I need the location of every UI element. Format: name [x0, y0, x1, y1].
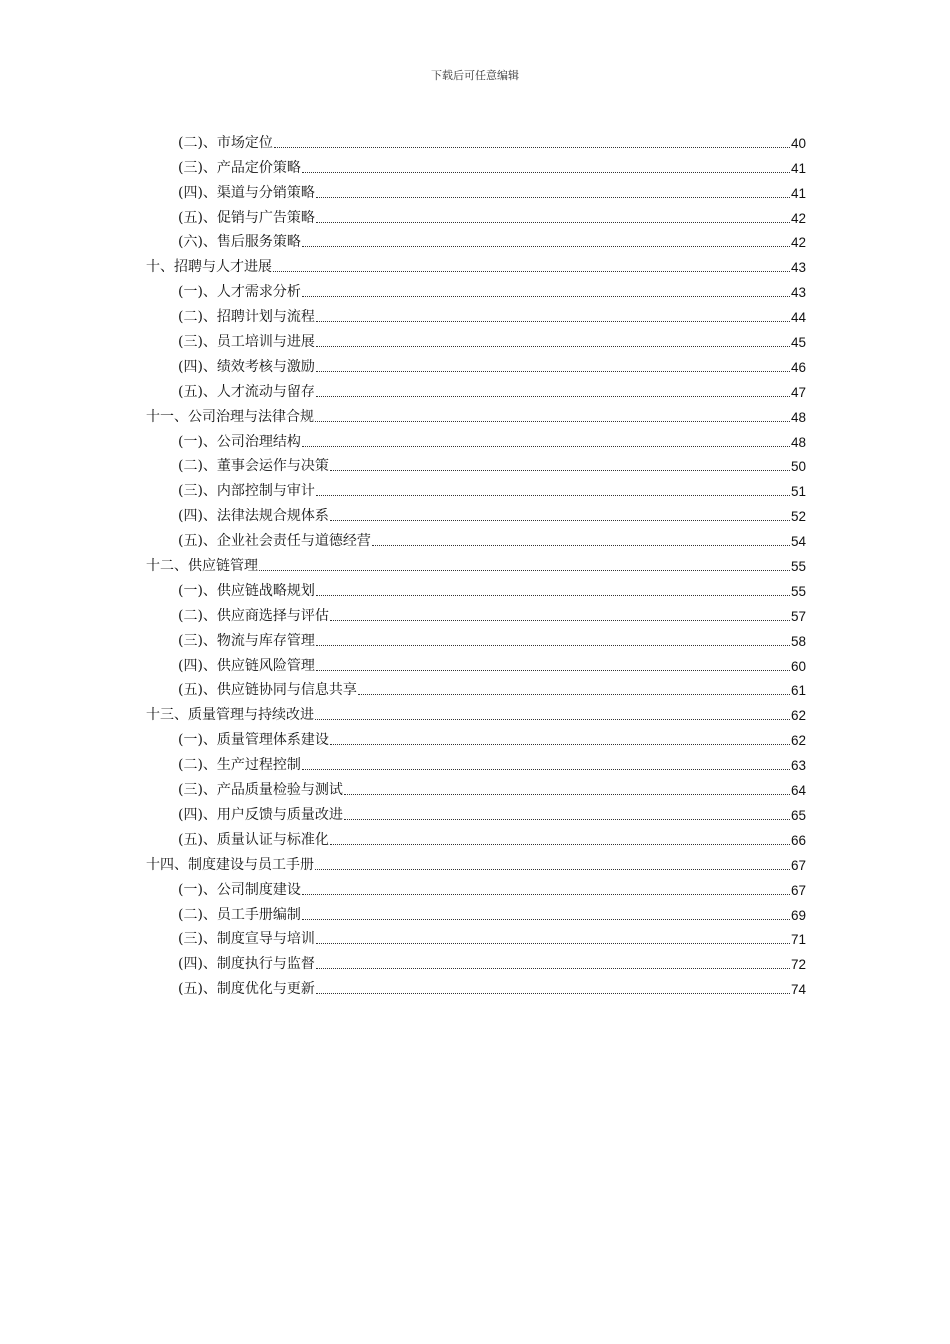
toc-section-entry[interactable] — [146, 948, 806, 973]
toc-section-entry[interactable] — [146, 525, 806, 550]
toc-section-entry[interactable] — [146, 899, 806, 924]
toc-dot-leader — [273, 270, 790, 272]
toc-entry-title: (五)、促销与广告策略 — [178, 209, 315, 226]
toc-page-number: 48 — [790, 409, 806, 425]
toc-page-number: 62 — [790, 733, 806, 749]
toc-entry-title: (一)、供应链战略规划 — [178, 582, 315, 599]
toc-page-number: 48 — [790, 434, 806, 450]
toc-dot-leader — [302, 245, 790, 247]
toc-entry-title: (四)、制度执行与监督 — [178, 956, 315, 973]
toc-chapter-entry[interactable] — [146, 401, 806, 426]
toc-page-number: 67 — [790, 857, 806, 873]
toc-section-entry[interactable] — [146, 451, 806, 476]
toc-page-number: 57 — [790, 608, 806, 624]
toc-entry-title: (三)、产品定价策略 — [178, 159, 301, 176]
toc-entry-title: (三)、制度宣导与培训 — [178, 931, 315, 948]
toc-entry-title: (三)、内部控制与审计 — [178, 483, 315, 500]
toc-dot-leader — [302, 768, 790, 770]
toc-dot-leader — [316, 644, 790, 646]
toc-dot-leader — [316, 370, 790, 372]
toc-dot-leader — [330, 843, 790, 845]
toc-page-number: 60 — [790, 658, 806, 674]
toc-page-number: 61 — [790, 683, 806, 699]
toc-section-entry[interactable] — [146, 774, 806, 799]
toc-page-number: 74 — [790, 982, 806, 998]
toc-page-number: 55 — [790, 559, 806, 575]
toc-section-entry[interactable] — [146, 202, 806, 227]
toc-entry-title: (六)、售后服务策略 — [178, 234, 301, 251]
toc-entry-title: (二)、招聘计划与流程 — [178, 309, 315, 326]
toc-section-entry[interactable] — [146, 824, 806, 849]
toc-entry-title: (三)、产品质量检验与测试 — [178, 782, 343, 799]
toc-dot-leader — [316, 320, 790, 322]
toc-page-number: 42 — [790, 210, 806, 226]
toc-entry-title: (二)、市场定位 — [178, 134, 273, 151]
toc-entry-title: 十、招聘与人才进展 — [146, 259, 272, 276]
toc-page-number: 41 — [790, 185, 806, 201]
toc-dot-leader — [344, 818, 790, 820]
toc-dot-leader — [316, 594, 790, 596]
toc-section-entry[interactable] — [146, 475, 806, 500]
toc-page-number: 69 — [790, 907, 806, 923]
toc-dot-leader — [302, 295, 790, 297]
toc-dot-leader — [259, 569, 790, 571]
toc-dot-leader — [316, 395, 790, 397]
toc-entry-title: 十二、供应链管理 — [146, 558, 258, 575]
toc-dot-leader — [302, 445, 790, 447]
table-of-contents — [146, 127, 806, 998]
toc-dot-leader — [315, 420, 790, 422]
toc-page-number: 50 — [790, 459, 806, 475]
toc-section-entry[interactable] — [146, 675, 806, 700]
toc-page-number: 71 — [790, 932, 806, 948]
toc-page-number: 43 — [790, 285, 806, 301]
toc-entry-title: (四)、用户反馈与质量改进 — [178, 806, 343, 823]
toc-dot-leader — [302, 918, 790, 920]
toc-dot-leader — [315, 718, 790, 720]
toc-chapter-entry[interactable] — [146, 699, 806, 724]
toc-section-entry[interactable] — [146, 152, 806, 177]
toc-dot-leader — [358, 693, 790, 695]
toc-entry-title: (一)、公司制度建设 — [178, 881, 301, 898]
toc-entry-title: (五)、企业社会责任与道德经营 — [178, 533, 371, 550]
toc-page-number: 72 — [790, 957, 806, 973]
toc-section-entry[interactable] — [146, 749, 806, 774]
toc-section-entry[interactable] — [146, 227, 806, 252]
toc-section-entry[interactable] — [146, 625, 806, 650]
toc-section-entry[interactable] — [146, 326, 806, 351]
toc-entry-title: (四)、绩效考核与激励 — [178, 358, 315, 375]
page-header: 下载后可任意编辑 — [431, 69, 519, 82]
toc-entry-title: (二)、员工手册编制 — [178, 906, 301, 923]
toc-section-entry[interactable] — [146, 177, 806, 202]
toc-entry-title: (一)、人才需求分析 — [178, 284, 301, 301]
toc-chapter-entry[interactable] — [146, 251, 806, 276]
toc-page-number: 40 — [790, 135, 806, 151]
toc-dot-leader — [302, 893, 790, 895]
toc-chapter-entry[interactable] — [146, 849, 806, 874]
toc-dot-leader — [316, 992, 790, 994]
toc-dot-leader — [316, 221, 790, 223]
toc-dot-leader — [315, 868, 790, 870]
toc-section-entry[interactable] — [146, 650, 806, 675]
toc-section-entry[interactable] — [146, 724, 806, 749]
toc-dot-leader — [330, 519, 790, 521]
toc-entry-title: (四)、法律法规合规体系 — [178, 508, 329, 525]
toc-page-number: 45 — [790, 335, 806, 351]
toc-page-number: 52 — [790, 509, 806, 525]
toc-page-number: 65 — [790, 807, 806, 823]
toc-page-number: 55 — [790, 583, 806, 599]
toc-dot-leader — [330, 619, 790, 621]
toc-entry-title: 十一、公司治理与法律合规 — [146, 408, 314, 425]
toc-page-number: 42 — [790, 235, 806, 251]
toc-dot-leader — [316, 942, 790, 944]
toc-section-entry[interactable] — [146, 127, 806, 152]
toc-entry-title: (三)、员工培训与进展 — [178, 334, 315, 351]
toc-dot-leader — [344, 793, 790, 795]
toc-page-number: 44 — [790, 310, 806, 326]
toc-section-entry[interactable] — [146, 799, 806, 824]
toc-page-number: 51 — [790, 484, 806, 500]
toc-chapter-entry[interactable] — [146, 550, 806, 575]
toc-page-number: 41 — [790, 160, 806, 176]
toc-section-entry[interactable] — [146, 600, 806, 625]
toc-dot-leader — [316, 345, 790, 347]
toc-entry-title: (五)、供应链协同与信息共享 — [178, 682, 357, 699]
toc-section-entry[interactable] — [146, 351, 806, 376]
toc-section-entry[interactable] — [146, 276, 806, 301]
toc-entry-title: (二)、生产过程控制 — [178, 757, 301, 774]
toc-page-number: 47 — [790, 384, 806, 400]
toc-entry-title: (三)、物流与库存管理 — [178, 632, 315, 649]
toc-entry-title: (一)、公司治理结构 — [178, 433, 301, 450]
toc-page-number: 66 — [790, 832, 806, 848]
toc-section-entry[interactable] — [146, 426, 806, 451]
toc-dot-leader — [316, 967, 790, 969]
toc-entry-title: 十三、质量管理与持续改进 — [146, 707, 314, 724]
toc-page-number: 43 — [790, 260, 806, 276]
toc-section-entry[interactable] — [146, 924, 806, 949]
toc-entry-title: (五)、质量认证与标准化 — [178, 831, 329, 848]
toc-section-entry[interactable] — [146, 973, 806, 998]
toc-page-number: 62 — [790, 708, 806, 724]
toc-page-number: 63 — [790, 758, 806, 774]
toc-dot-leader — [330, 743, 790, 745]
toc-entry-title: 十四、制度建设与员工手册 — [146, 856, 314, 873]
toc-dot-leader — [316, 196, 790, 198]
toc-dot-leader — [372, 544, 790, 546]
toc-section-entry[interactable] — [146, 575, 806, 600]
toc-entry-title: (二)、供应商选择与评估 — [178, 607, 329, 624]
toc-entry-title: (四)、供应链风险管理 — [178, 657, 315, 674]
toc-section-entry[interactable] — [146, 301, 806, 326]
toc-entry-title: (五)、人才流动与留存 — [178, 383, 315, 400]
toc-dot-leader — [274, 146, 790, 148]
toc-page-number: 67 — [790, 882, 806, 898]
toc-page-number: 54 — [790, 534, 806, 550]
toc-section-entry[interactable] — [146, 500, 806, 525]
toc-dot-leader — [316, 669, 790, 671]
toc-page-number: 46 — [790, 359, 806, 375]
toc-section-entry[interactable] — [146, 376, 806, 401]
toc-entry-title: (一)、质量管理体系建设 — [178, 732, 329, 749]
toc-page-number: 64 — [790, 783, 806, 799]
toc-dot-leader — [330, 469, 790, 471]
toc-page-number: 58 — [790, 633, 806, 649]
toc-entry-title: (四)、渠道与分销策略 — [178, 184, 315, 201]
toc-dot-leader — [316, 494, 790, 496]
toc-section-entry[interactable] — [146, 874, 806, 899]
toc-dot-leader — [302, 171, 790, 173]
toc-entry-title: (五)、制度优化与更新 — [178, 981, 315, 998]
toc-entry-title: (二)、董事会运作与决策 — [178, 458, 329, 475]
